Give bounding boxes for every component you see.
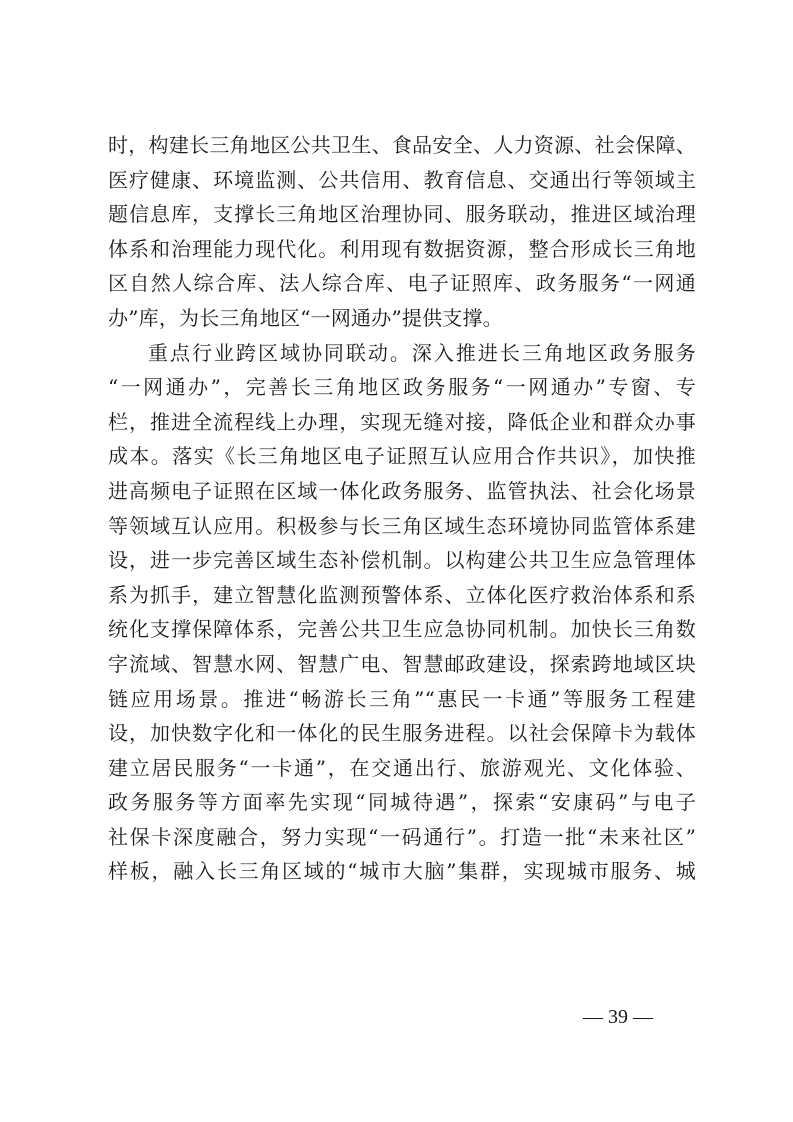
text-line: 社保卡深度融合，努力实现“一码通行”。打造一批“未来社区” [108,824,696,849]
text-line: 时，构建长三角地区公共卫生、食品安全、人力资源、社会保障、 [108,133,696,157]
text-line: 建立居民服务“一卡通”，在交通出行、旅游观光、文化体验、 [108,755,696,780]
text-line: 设，进一步完善区域生态补偿机制。以构建公共卫生应急管理体 [108,548,696,573]
text-line: 样板，融入长三角区域的“城市大脑”集群，实现城市服务、城 [108,859,696,884]
text-line: 链应用场景。推进“畅游长三角”“惠民一卡通”等服务工程建 [108,686,696,711]
text-line: 体系和治理能力现代化。利用现有数据资源，整合形成长三角地 [108,236,696,261]
text-line: 题信息库，支撑长三角地区治理协同、服务联动，推进区域治理 [108,202,696,227]
text-line: 栏，推进全流程线上办理，实现无缝对接，降低企业和群众办事 [108,409,696,434]
text-line: 成本。落实《长三角地区电子证照互认应用合作共识》，加快推 [108,444,696,469]
document-body [108,128,696,889]
text-line: 统化支撑保障体系，完善公共卫生应急协同机制。加快长三角数 [108,617,696,642]
text-line: “一网通办”，完善长三角地区政务服务“一网通办”专窗、专 [108,375,696,400]
page-number: — 39 — [583,1006,653,1028]
text-line: 政务服务等方面率先实现“同城待遇”，探索“安康码”与电子 [108,790,696,815]
text-line: 区自然人综合库、法人综合库、电子证照库、政务服务“一网通 [108,271,696,296]
text-line: 办”库，为长三角地区“一网通办”提供支撑。 [108,305,503,330]
text-line: 系为抓手，建立智慧化监测预警体系、立体化医疗救治体系和系 [108,582,696,607]
text-line: 设，加快数字化和一体化的民生服务进程。以社会保障卡为载体 [108,721,696,746]
text-line: 进高频电子证照在区域一体化政务服务、监管执法、社会化场景 [108,478,696,503]
paragraph-start-line: 重点行业跨区域协同联动。深入推进长三角地区政务服务 [148,340,696,365]
text-line: 医疗健康、环境监测、公共信用、教育信息、交通出行等领域主 [108,167,696,192]
text-line: 字流域、智慧水网、智慧广电、智慧邮政建设，探索跨地域区块 [108,651,696,676]
text-line: 等领域互认应用。积极参与长三角区域生态环境协同监管体系建 [108,513,696,538]
